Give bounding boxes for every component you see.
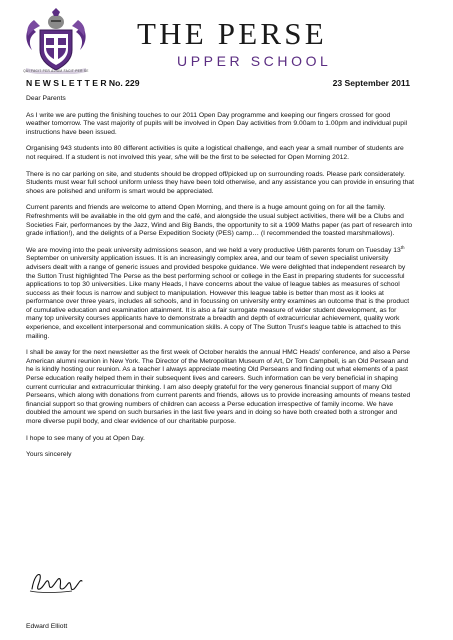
newsletter-heading	[26, 78, 410, 90]
school-crest-icon	[22, 8, 90, 74]
paragraph-alumni: I shall be away for the next newsletter as the first week of October heralds the annual HMC Heads' conference, and also a Perse American alumni reunion in New York. The Director of the Metropolitan Museum of Art, Dr Tom Campbell, is an Old Persean and he is kindly hosting our reunion. As a teacher I always appreciate meeting Old Perseans and finding out what elements of a past Perse education really helped them in their subsequent lives and careers. Such information can be very beneficial in shaping current curricular and extracurricular thinking. I am also deeply grateful for the very generous financial support of many Old Perseans, which along with donations from current parents and friends, allows us to provide increasing amounts of means tested financial support so that growing numbers of children can access a Perse education irrespective of family income. We have doubled the amount we spend on such bursaries in the last five years and in doing so have both created both a stronger and more diverse pupil body, and clear evidence of our charitable purpose.	[26, 349, 411, 425]
paragraph-open-day: As I write we are putting the finishing touches to our 2011 Open Day programme and keeping our fingers crossed for good weather tomorrow. The vast majority of pupils will be involved in Open Day activities from 9.00am to 1.00pm and individual pupil instructions have been issued.	[26, 111, 408, 136]
ordinal-suffix: th	[400, 244, 405, 250]
paragraph-closing-hope: I hope to see many of you at Open Day.	[26, 434, 145, 442]
school-name: THE PERSE	[137, 16, 327, 51]
school-subtitle: UPPER SCHOOL	[177, 53, 332, 69]
closing: Yours sincerely	[26, 451, 72, 459]
paragraph-university	[26, 244, 414, 342]
paragraph-activities: Organising 943 students into 80 different activities is quite a logistical challenge, and each year a small number of students are not required. If a student is not involved this year, s/he will be the first to be selected for Open Morning 2012.	[26, 145, 404, 161]
signatory-name: Edward Elliott	[26, 623, 68, 630]
salutation: Dear Parents	[26, 95, 66, 102]
paragraph-university-rest: September on university application issues. It is an increasingly complex area, and our team of seven specialist university advisers dealt with a range of generic issues and provided bespoke guidance. We were delighted that independent research by the Sutton Trust highlighted The Perse as the best performing school or college in the East in preparing students for successful applications to top 30 universities. Like many Heads, I have concerns about the value of league tables as measures of school success as their focus is narrow and subject to manipulation. However this league table is better than most as it looks at performance over three years, includes all schools, and in focussing on university entry examines an outcome that is the product of cumulative education and examination attainment. It is also a fair surrogate measure of wider student development, as for many top university courses applicants have to demonstrate a breadth and depth of extracurricular achievement, quality work experience, and excellent interpersonal and communication skills. A copy of The Sutton Trust's league table is attached to this mailing.	[26, 255, 410, 340]
paragraph-parking: There is no car parking on site, and students should be dropped off/picked up on surrounding roads. Please park considerately. Students must wear full school uniform unless they have been told otherwise, and any assistance you can provide in ensuring that shoes are polished and uniform is smart would be appreciated.	[26, 170, 414, 195]
newsletter-number: N E W S L E T T E R No. 229	[26, 78, 140, 88]
paragraph-parents-welcome: Current parents and friends are welcome to attend Open Morning, and there is a huge amount going on for all the family. Refreshments will be available in the old gym and the café, and alongside the usual subject activities, there will be a Clubs and Societies Fair, performances by the Jazz, Wind and Big Bands, the opportunity to sit a 1909 Maths paper (as part of research into grade inflation!), and the delights of a Perse Expedition Society (PES) camp… (I recommended the toasted marshmallows).	[26, 204, 413, 238]
paragraph-university-start: We are moving into the peak university admissions season, and we held a very productive U6th parents forum on Tuesday 13	[26, 246, 401, 254]
crest-motto: QUI FACIT PER ALIUM FACIT PER SE	[23, 69, 89, 73]
signature-icon	[28, 569, 86, 595]
letter-body	[26, 95, 414, 468]
newsletter-date: 23 September 2011	[332, 78, 410, 88]
